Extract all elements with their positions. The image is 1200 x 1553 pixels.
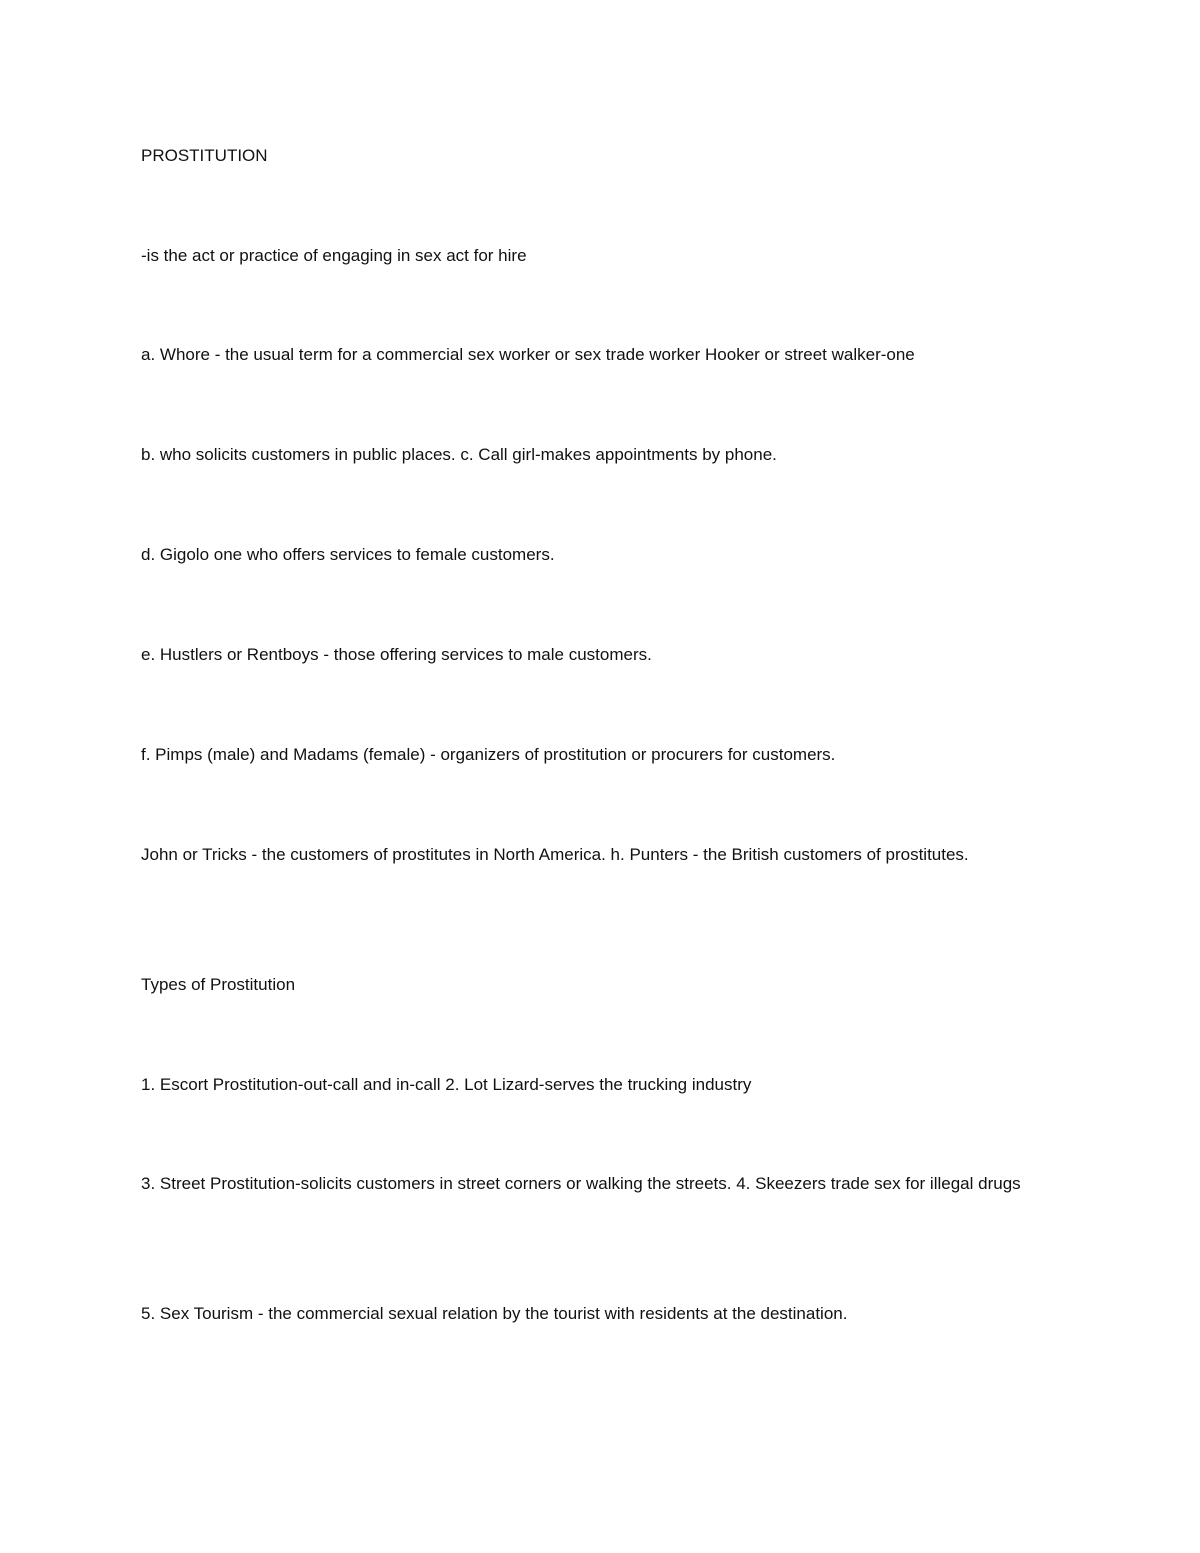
document-title: PROSTITUTION [141,146,268,165]
term-paragraph: b. who solicits customers in public places. c. Call girl-makes appointments by phone. [141,445,777,464]
term-paragraph: f. Pimps (male) and Madams (female) - organizers of prostitution or procurers for customers. [141,745,836,764]
type-paragraph: 3. Street Prostitution-solicits customers in street corners or walking the streets. 4. Skeezers trade sex for illegal drugs [141,1174,1021,1193]
term-paragraph: e. Hustlers or Rentboys - those offering services to male customers. [141,645,652,664]
term-paragraph: d. Gigolo one who offers services to female customers. [141,545,555,564]
type-paragraph: 1. Escort Prostitution-out-call and in-call 2. Lot Lizard-serves the trucking industry [141,1075,752,1094]
types-heading: Types of Prostitution [141,975,296,994]
definition-paragraph: -is the act or practice of engaging in sex act for hire [141,246,527,265]
term-paragraph: John or Tricks - the customers of prostitutes in North America. h. Punters - the British customers of prostitutes. [141,845,969,864]
term-paragraph: a. Whore - the usual term for a commercial sex worker or sex trade worker Hooker or street walker-one [141,345,915,364]
type-paragraph: 5. Sex Tourism - the commercial sexual relation by the tourist with residents at the destination. [141,1304,848,1323]
